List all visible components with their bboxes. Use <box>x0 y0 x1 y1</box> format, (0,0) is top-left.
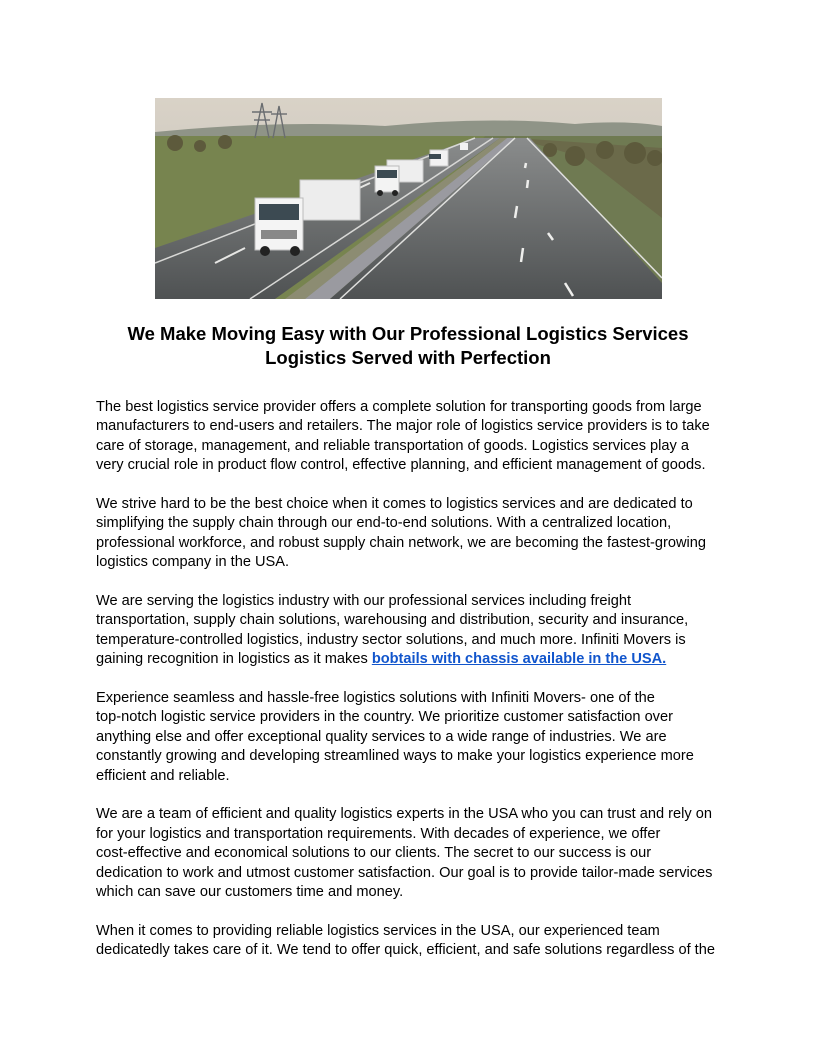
paragraph-4 <box>96 689 724 786</box>
text-line: dedicatedly takes care of it. We tend to offer quick, efficient, and safe solutions regardless of the <box>96 942 715 959</box>
title-line-1: We Make Moving Easy with Our Professional Logistics Services <box>127 323 689 344</box>
text-line: simplifying the supply chain through our end-to-end solutions. With a centralized location, <box>96 515 672 532</box>
text-line: When it comes to providing reliable logistics services in the USA, our experienced team <box>96 922 660 939</box>
text-line: constantly growing and developing streamlined ways to make your logistics experience more <box>96 748 694 765</box>
article-body <box>96 398 724 980</box>
text-line: cost-effective and economical solutions to our clients. The secret to our success is our <box>96 845 652 862</box>
text-line: for your logistics and transportation requirements. With decades of experience, we offer <box>96 825 661 842</box>
text-line: professional workforce, and robust supply chain network, we are becoming the fastest-growing <box>96 534 707 551</box>
text-line: We strive hard to be the best choice when it comes to logistics services and are dedicated to <box>96 496 693 513</box>
text-line: logistics company in the USA. <box>96 554 290 571</box>
text-line: temperature-controlled logistics, industry sector solutions, and much more. Infiniti Movers is <box>96 631 686 648</box>
text-line: top-notch logistic service providers in the country. We prioritize customer satisfaction over <box>96 709 673 726</box>
link-lead-text: gaining recognition in logistics as it makes <box>96 651 372 668</box>
text-line: We are a team of efficient and quality logistics experts in the USA who you can trust and rely on <box>96 806 712 823</box>
text-line <box>96 650 724 669</box>
paragraph-3 <box>96 592 724 670</box>
text-line: efficient and reliable. <box>96 767 230 784</box>
text-line: anything else and offer exceptional quality services to a wide range of industries. We are <box>96 728 667 745</box>
hero-image <box>155 98 662 299</box>
title-line-2: Logistics Served with Perfection <box>265 347 551 368</box>
text-line: manufacturers to end-users and retailers. The major role of logistics service providers is to take <box>96 418 710 435</box>
paragraph-2 <box>96 495 724 573</box>
text-line: dedication to work and utmost customer satisfaction. Our goal is to provide tailor-made services <box>96 864 713 881</box>
text-line: care of storage, management, and reliable transportation of goods. Logistics services play a <box>96 437 689 454</box>
text-line: which can save our customers time and money. <box>96 884 404 901</box>
text-line: very crucial role in product flow control, effective planning, and efficient management of goods. <box>96 457 706 474</box>
page-title <box>96 322 720 370</box>
text-line: transportation, supply chain solutions, warehousing and distribution, security and insurance, <box>96 612 689 629</box>
text-line: The best logistics service provider offers a complete solution for transporting goods from large <box>96 399 702 415</box>
paragraph-6 <box>96 922 724 961</box>
bobtails-chassis-link[interactable]: bobtails with chassis available in the USA. <box>371 651 667 668</box>
paragraph-1 <box>96 398 724 476</box>
paragraph-5 <box>96 805 724 902</box>
text-line: Experience seamless and hassle-free logistics solutions with Infiniti Movers- one of the <box>96 690 655 707</box>
text-line: We are serving the logistics industry with our professional services including freight <box>96 593 632 610</box>
